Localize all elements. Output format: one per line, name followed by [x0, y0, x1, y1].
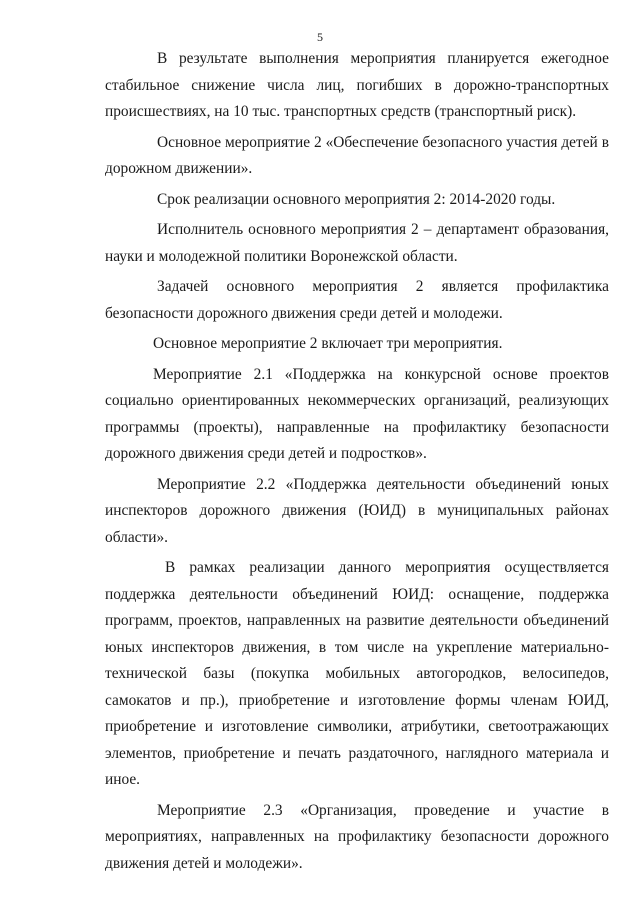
paragraph-executor: Исполнитель основного мероприятия 2 – департамент образования, науки и молодежной политики Воронежской области.: [105, 221, 609, 265]
paragraph-main-activity-2: Основное мероприятие 2 «Обеспечение безопасного участия детей в дорожном движении».: [105, 133, 609, 177]
paragraph-activity-2-3: Мероприятие 2.3 «Организация, проведение и участие в мероприятиях, направленных на профилактику безопасности дорожного движения детей и молодежи».: [105, 801, 609, 872]
paragraph-yuid-support: В рамках реализации данного мероприятия осуществляется поддержка деятельности объединений ЮИД: оснащение, поддержка программ, проектов, направленных на развитие деятельности объединений юных инспекторов движения, в том числе на укрепление материально-технической базы (покупка мобильных автогородков, велосипедов, самокатов и пр.), приобретение и изготовление формы членам ЮИД, приобретение и изготовление символики, атрибутики, светоотражающих элементов, приобретение и печать раздаточного, наглядного материала и иное.: [105, 559, 609, 788]
paragraph-three-activities: Основное мероприятие 2 включает три мероприятия.: [153, 335, 503, 352]
paragraph-activity-2-2: Мероприятие 2.2 «Поддержка деятельности объединений юных инспекторов дорожного движения (ЮИД) в муниципальных районах области».: [105, 475, 609, 546]
document-body: [105, 46, 609, 881]
paragraph-task: Задачей основного мероприятия 2 является профилактика безопасности дорожного движения среди детей и молодежи.: [105, 278, 609, 322]
paragraph-activity-2-1: Мероприятие 2.1 «Поддержка на конкурсной основе проектов социально ориентированных некоммерческих организаций, реализующих программы (проекты), направленные на профилактику безопасности дорожного движения среди детей и подростков».: [105, 365, 609, 462]
paragraph-result: В результате выполнения мероприятия планируется ежегодное стабильное снижение числа лиц, погибших в дорожно-транспортных происшествиях, на 10 тыс. транспортных средств (транспортный риск).: [105, 50, 609, 120]
paragraph-term: Срок реализации основного мероприятия 2: 2014-2020 годы.: [157, 190, 556, 208]
page-number: 5: [317, 30, 323, 44]
